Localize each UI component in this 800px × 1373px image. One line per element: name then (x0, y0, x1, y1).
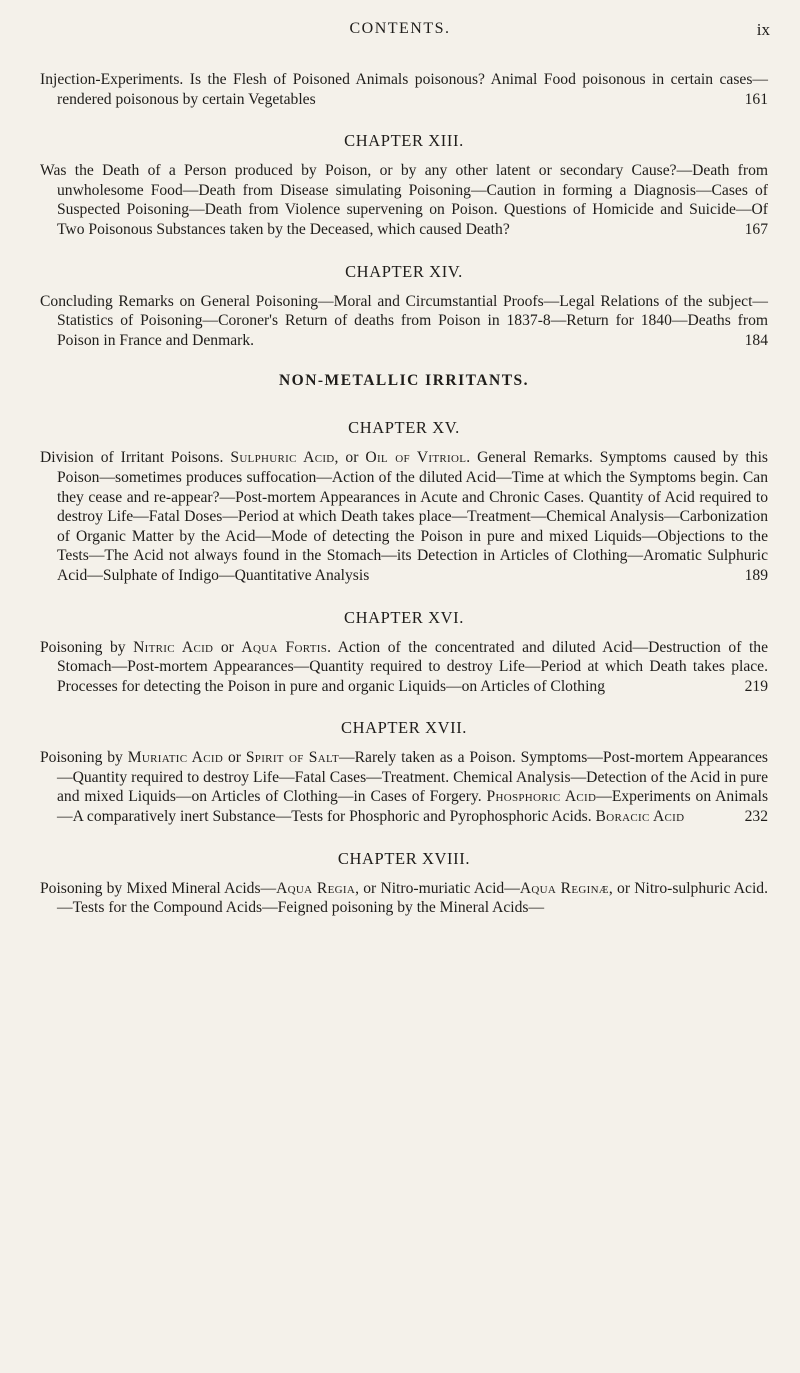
contents-entry (40, 292, 768, 351)
small-caps-term: Sulphuric Acid (230, 449, 335, 467)
chapter-heading: CHAPTER XVIII. (337, 848, 471, 868)
small-caps-term: Boracic Acid (595, 808, 685, 826)
chapter-heading: CHAPTER XV. (348, 418, 460, 438)
small-caps-term: Spirit of Salt (245, 749, 340, 767)
chapter-list (40, 418, 768, 918)
entry-text: Poisoning by (40, 638, 134, 656)
entry-page-number: 189 (744, 566, 768, 584)
entry-page-number: 184 (744, 331, 768, 349)
chapter-heading: CHAPTER XIII. (344, 131, 464, 151)
small-caps-term: Aqua Regia (276, 879, 356, 897)
small-caps-term: Muriatic Acid (127, 749, 224, 767)
contents-entry (40, 879, 768, 918)
entry-text: Concluding Remarks on General Poisoning—Moral and Circumstantial Proofs—Legal Relations of the subject—Statistics of Poisoning—Coroner's Return of deaths from Poison in 1837-8—Return for 1840—Deaths from Poison in France and Denmark. (40, 292, 768, 349)
entry-page-number: 219 (744, 677, 768, 695)
contents-entry (40, 448, 768, 585)
section-heading: NON-METALLIC IRRITANTS. (278, 372, 530, 390)
entry-text: or (223, 749, 246, 767)
small-caps-term: Aqua Reginæ (519, 879, 609, 897)
small-caps-term: Phosphoric Acid (486, 788, 597, 806)
entry-page-number: 232 (744, 808, 768, 826)
entry-page-number: 167 (744, 220, 768, 238)
running-head (0, 20, 800, 42)
small-caps-term: Nitric Acid (133, 638, 214, 656)
chapter-heading: CHAPTER XIV. (345, 261, 463, 281)
small-caps-term: Aqua Fortis (241, 638, 328, 656)
chapter-heading: CHAPTER XVI. (344, 607, 464, 627)
entry-text: —Experiments on Animals—A comparatively inert Substance—Tests for Phosphoric and Pyrophosphoric Acids. (57, 788, 769, 826)
entry-page-number: 161 (744, 90, 768, 108)
entry-text: —Rarely taken as a Poison. Symptoms—Post-mortem Appearances—Quantity required to destroy Life—Fatal Cases—Treatment. Chemical Analysis—Detection of the Acid in pure and mixed Liquids—on Articles of Clothing—in Cases of Forgery. (57, 749, 768, 806)
entry-text: . General Remarks. Symptoms caused by this Poison—sometimes produces suffocation—Action of the diluted Acid—Time at which the Symptoms begin. Can they cease and re-appear?—Post-mortem Appearances in Acute and Chronic Cases. Quantity of Acid required to destroy Life—Fatal Doses—Period at which Death takes place—Treatment—Chemical Analysis—Carbonization of Organic Matter by the Acid—Mode of detecting the Poison in pure and mixed Liquids—Objections to the Tests—The Acid not always found in the Stomach—its Detection in Articles of Clothing—Aromatic Sulphuric Acid—Sulphate of Indigo—Quantitative Analysis (57, 449, 768, 584)
entry-text: , or Nitro-muriatic Acid— (355, 879, 520, 897)
entry-text: Poisoning by (40, 749, 128, 767)
contents-entry (40, 748, 768, 826)
page-title: CONTENTS. (349, 20, 451, 37)
entry-text: Was the Death of a Person produced by Poison, or by any other latent or secondary Cause?—Death from unwholesome Food—Death from Disease simulating Poisoning—Caution in forming a Diagnosis—Cases of Suspected Poisoning—Death from Violence supervening on Poison. Questions of Homicide and Suicide—Of Two Poisonous Substances taken by the Deceased, which caused Death? (40, 162, 768, 238)
chapter-heading: CHAPTER XVII. (340, 718, 468, 738)
entry-text: , or Nitro-sulphuric Acid.—Tests for the Compound Acids—Feigned poisoning by the Mineral Acids— (57, 879, 768, 917)
small-caps-term: Oil of Vitriol (365, 449, 467, 467)
contents-entry (40, 638, 768, 697)
entry-text: Poisoning by Mixed Mineral Acids— (40, 879, 277, 897)
entry-text: or (213, 638, 242, 656)
contents-entry (40, 161, 768, 239)
entry-text: Division of Irritant Poisons. (40, 449, 231, 467)
page-number: ix (756, 20, 770, 39)
entry-text: . Action of the concentrated and diluted Acid—Destruction of the Stomach—Post-mortem Appearances—Quantity required to destroy Life—Period at which Death takes place. Processes for detecting the Poison in pure and organic Liquids—on Articles of Clothing (57, 638, 769, 695)
entry-text: Injection-Experiments. Is the Flesh of Poisoned Animals poisonous? Animal Food poisonous in certain cases—rendered poisonous by certain Vegetables (40, 71, 768, 108)
contents-body (40, 70, 768, 940)
entry-text: , or (334, 449, 366, 467)
contents-entry (40, 70, 768, 109)
